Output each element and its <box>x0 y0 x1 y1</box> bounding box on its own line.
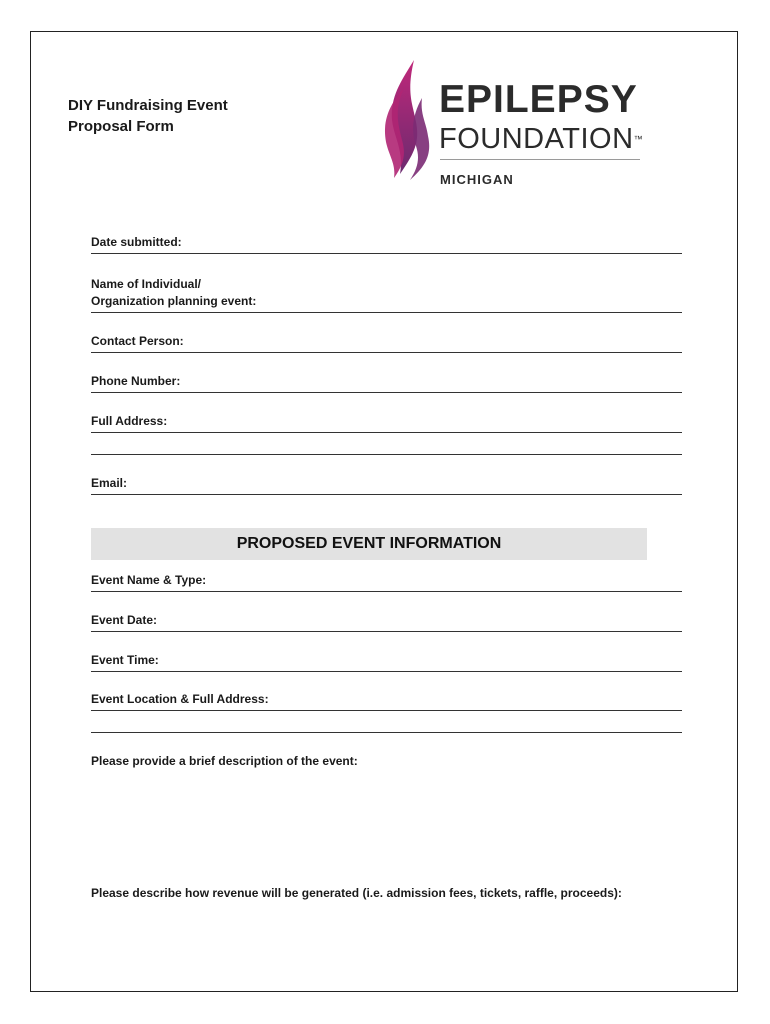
full-address-line <box>91 432 682 433</box>
contact-person-label: Contact Person: <box>91 334 184 348</box>
event-location-field[interactable] <box>91 685 682 711</box>
full-address-label: Full Address: <box>91 414 168 428</box>
revenue-generation-area[interactable] <box>91 906 682 976</box>
logo-word-epilepsy: EPILEPSY <box>439 78 638 121</box>
event-time-field[interactable] <box>91 646 682 672</box>
date-submitted-label: Date submitted: <box>91 235 182 249</box>
revenue-generation-prompt: Please describe how revenue will be generated (i.e. admission fees, tickets, raffle, proceeds): <box>91 886 622 900</box>
event-description-area[interactable] <box>91 774 682 874</box>
event-date-line <box>91 631 682 632</box>
form-title <box>68 95 228 137</box>
phone-number-label: Phone Number: <box>91 374 181 388</box>
organization-name-line <box>91 312 682 313</box>
full-address-line-2[interactable] <box>91 454 682 455</box>
logo-subtitle-michigan: MICHIGAN <box>440 172 514 187</box>
event-name-type-line <box>91 591 682 592</box>
event-time-line <box>91 671 682 672</box>
email-label: Email: <box>91 476 128 490</box>
phone-number-field[interactable] <box>91 367 682 393</box>
date-submitted-line <box>91 253 682 254</box>
organization-name-label-line-2: Organization planning event: <box>91 294 257 308</box>
section-heading-title: PROPOSED EVENT INFORMATION <box>236 535 502 552</box>
event-location-line <box>91 710 682 711</box>
event-time-label: Event Time: <box>91 653 159 667</box>
logo-word-foundation <box>439 124 643 154</box>
date-submitted-field[interactable] <box>91 226 682 254</box>
logo-divider <box>440 159 640 160</box>
email-line <box>91 494 682 495</box>
contact-person-line <box>91 352 682 353</box>
event-name-type-field[interactable] <box>91 566 682 592</box>
form-title-line-1: DIY Fundraising Event <box>68 97 228 114</box>
event-location-line-2[interactable] <box>91 732 682 733</box>
event-description-prompt: Please provide a brief description of the event: <box>91 754 358 768</box>
event-name-type-label: Event Name & Type: <box>91 573 207 587</box>
organization-name-label-line-1: Name of Individual/ <box>91 277 202 291</box>
contact-person-field[interactable] <box>91 327 682 353</box>
organization-name-label <box>91 276 256 310</box>
logo-word-foundation-text: FOUNDATION <box>439 123 634 155</box>
section-heading-bar <box>91 528 647 560</box>
trademark-symbol: ™ <box>633 134 644 144</box>
email-field[interactable] <box>91 469 682 495</box>
phone-number-line <box>91 392 682 393</box>
epilepsy-foundation-logo <box>380 58 642 188</box>
full-address-field[interactable] <box>91 407 682 433</box>
organization-name-field[interactable] <box>91 270 682 313</box>
flame-logo-icon <box>380 58 436 184</box>
event-location-label: Event Location & Full Address: <box>91 692 269 706</box>
form-page <box>30 31 738 992</box>
event-date-label: Event Date: <box>91 613 158 627</box>
event-date-field[interactable] <box>91 606 682 632</box>
form-title-line-2: Proposal Form <box>68 118 174 135</box>
